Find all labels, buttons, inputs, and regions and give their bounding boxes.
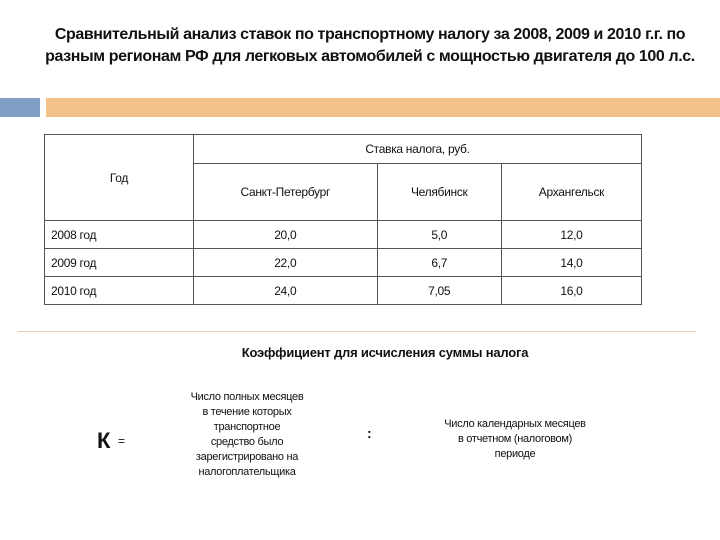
- rate-group-header: Ставка налога, руб.: [194, 135, 642, 164]
- equals-sign: =: [118, 434, 126, 448]
- table-cell: 16,0: [501, 277, 641, 305]
- numerator-line: в течение которых: [202, 406, 292, 418]
- table-cell: 7,05: [377, 277, 501, 305]
- city-header-spb: Санкт-Петербург: [194, 164, 378, 221]
- table-cell: 24,0: [194, 277, 378, 305]
- table-row: [45, 249, 642, 277]
- decor-bar-orange: [46, 98, 720, 117]
- table-cell: 20,0: [194, 221, 378, 249]
- numerator-line: зарегистрировано на: [195, 451, 299, 463]
- table-cell: 22,0: [194, 249, 378, 277]
- coefficient-title: Коэффициент для исчисления суммы налога: [241, 345, 529, 360]
- decor-bar-blue: [0, 98, 40, 117]
- table-row: [45, 277, 642, 305]
- row-year: 2010 год: [45, 277, 194, 305]
- row-year: 2009 год: [45, 249, 194, 277]
- tax-rate-table: [44, 134, 642, 305]
- numerator-line: транспортное: [213, 421, 281, 433]
- coefficient-symbol: К: [97, 428, 111, 453]
- formula-numerator: [164, 390, 330, 480]
- numerator-line: средство было: [210, 436, 284, 448]
- division-sign: :: [367, 425, 372, 441]
- table-cell: 12,0: [501, 221, 641, 249]
- table-cell: 14,0: [501, 249, 641, 277]
- formula-denominator: [410, 417, 620, 462]
- denominator-line: периоде: [494, 448, 536, 460]
- denominator-line: Число календарных месяцев: [444, 418, 586, 430]
- denominator-line: в отчетном (налоговом): [457, 433, 572, 445]
- section-divider: [18, 331, 696, 332]
- city-header-arkhangelsk: Архангельск: [501, 164, 641, 221]
- table-row: [45, 221, 642, 249]
- slide-title: Сравнительный анализ ставок по транспортному налогу за 2008, 2009 и 2010 г.г. по разным регионам РФ для легковых автомобилей с мощностью двигателя до 100 л.с.: [45, 26, 695, 65]
- row-year: 2008 год: [45, 221, 194, 249]
- numerator-line: Число полных месяцев: [190, 391, 304, 403]
- numerator-line: налогоплательщика: [198, 466, 296, 478]
- city-header-chelyabinsk: Челябинск: [377, 164, 501, 221]
- table-cell: 5,0: [377, 221, 501, 249]
- year-column-header: Год: [45, 135, 194, 221]
- table-cell: 6,7: [377, 249, 501, 277]
